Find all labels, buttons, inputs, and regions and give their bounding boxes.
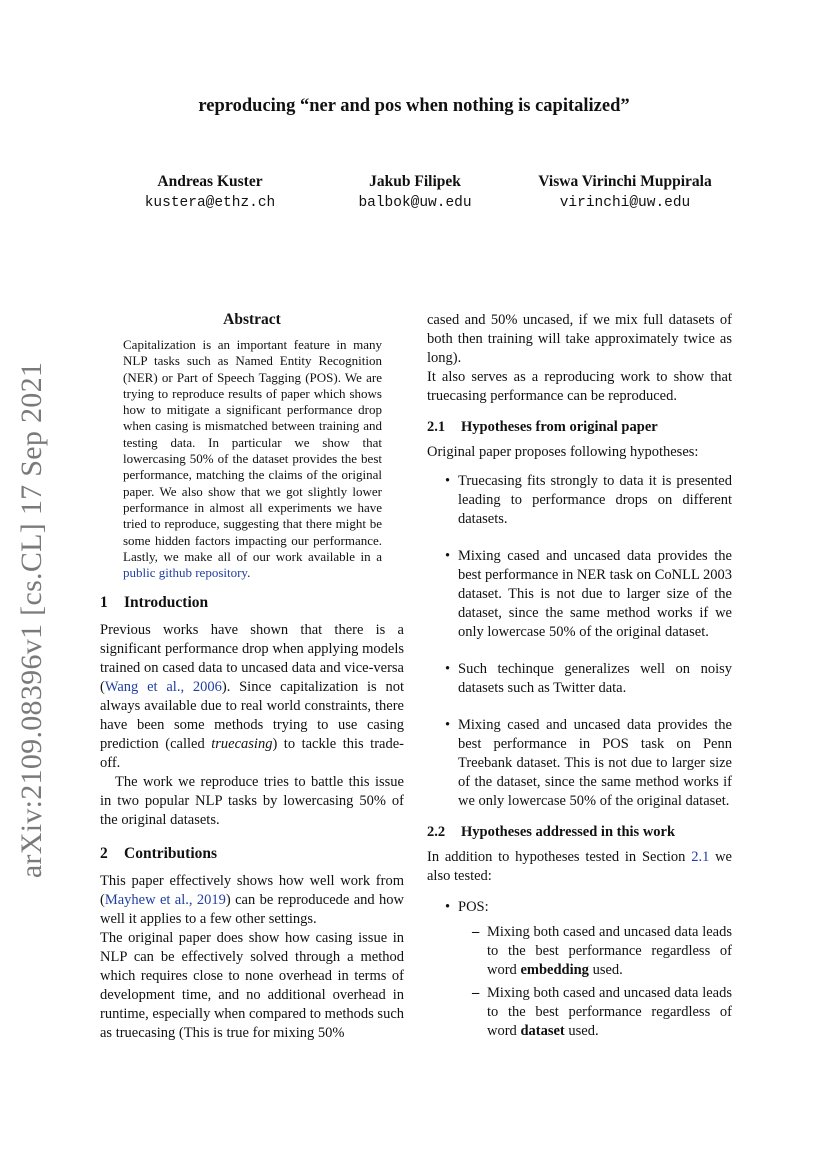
section-title: Introduction <box>124 594 209 612</box>
author-email: virinchi@uw.edu <box>559 195 691 211</box>
addressed-list <box>427 898 732 1041</box>
text-run: ) can be reproducede and how well it applies to a few other settings. <box>100 892 404 928</box>
author-block <box>330 172 500 213</box>
intro-paragraph: The work we reproduce tries to battle this issue in two popular NLP tasks by lowercasing 50% of the original datasets. <box>100 774 404 829</box>
sub-list <box>458 923 732 1041</box>
subsection-heading-original-hypotheses <box>427 418 732 437</box>
text-run: This paper effectively shows how well work from ( <box>100 873 404 909</box>
list-item: • Mixing cased and uncased data provides the best performance in NER task on CoNLL 2003 dataset. This is not due to larger size of the dataset, since the same method works if we only lowercase 50% of the original dataset. <box>427 547 732 642</box>
text-run: ). Since capitalization is not always available due to real world constraints, there have been some methods trying to use casing prediction (called <box>100 679 405 753</box>
text-run: used. <box>588 962 623 978</box>
github-repository-link[interactable]: public github repository <box>123 565 248 581</box>
author-email: kustera@ethz.ch <box>144 195 276 211</box>
text-run: In addition to hypotheses tested in Section <box>427 849 692 865</box>
list-item: • Such techinque generalizes well on noisy datasets such as Twitter data. <box>427 660 732 698</box>
sub-list-item <box>458 984 732 1041</box>
paper-title: reproducing “ner and pos when nothing is capitalized” <box>198 96 630 116</box>
subsection-number: 2.1 <box>427 419 446 435</box>
subsection-title: Hypotheses addressed in this work <box>461 824 676 840</box>
contrib-paragraph: It also serves as a reproducing work to show that truecasing performance can be reproduced. <box>427 369 732 404</box>
section-heading-introduction <box>100 593 404 612</box>
author-name: Viswa Virinchi Muppirala <box>538 173 712 190</box>
list-item: • Truecasing fits strongly to data it is presented leading to performance drops on different datasets. <box>427 472 732 529</box>
citation-link[interactable]: Wang et al., 2006 <box>104 679 222 696</box>
author-name: Jakub Filipek <box>369 173 461 190</box>
abstract-body: Capitalization is an important feature in many NLP tasks such as Named Entity Recognition (NER) or Part of Speech Tagging (POS). We are trying to reproduce results of paper which shows how to mitigate a significant performance drop when casing is mismatched between training and testing data. In particular we show that lowercasing 50% of the dataset provides the best performance, matching the claims of the original paper. We also show that we got slightly lower performance in almost all experiments we have tried to reproduce, suggesting that there might be some hidden factors impacting our performance. Lastly, we make all of our work available in a <box>123 337 382 564</box>
text-run: Previous works have shown that there is a significant performance drop when applying models trained on cased data to uncased data and vice-versa ( <box>100 622 404 696</box>
text-run: we also tested: <box>427 849 732 884</box>
contrib-paragraph-continued: cased and 50% uncased, if we mix full datasets of both then training will take approximately twice as long). <box>427 312 732 366</box>
bold-term: dataset <box>520 1023 565 1039</box>
contrib-paragraph <box>100 872 404 929</box>
section-reference-link[interactable]: 2.1 <box>691 849 710 865</box>
author-block <box>120 172 300 213</box>
author-name: Andreas Kuster <box>157 173 263 190</box>
subsection-number: 2.2 <box>427 824 446 840</box>
abstract-end: . <box>247 565 251 581</box>
subsection-title: Hypotheses from original paper <box>461 419 658 435</box>
bold-term: embedding <box>520 962 589 978</box>
list-item-label: POS: <box>458 899 489 915</box>
text-run: ) to tackle this trade-off. <box>100 736 404 772</box>
hypotheses-intro: Original paper proposes following hypotheses: <box>427 444 699 460</box>
author-email: balbok@uw.edu <box>358 195 472 211</box>
author-block <box>520 172 730 213</box>
right-column <box>427 311 732 1059</box>
section-title: Contributions <box>124 845 218 863</box>
contrib-paragraph: The original paper does show how casing issue in NLP can be effectively solved through a method which requires close to none overhead in terms of development time, and no additional overhead in runtime, especially when compared to methods such as truecasing (This is true for mixing 50% <box>100 930 405 1042</box>
section-heading-contributions <box>100 844 404 863</box>
intro-paragraph <box>100 621 404 773</box>
addressed-intro <box>427 848 732 886</box>
text-run: Mixing both cased and uncased data leads to the best performance regardless of word <box>487 924 732 978</box>
arxiv-identifier: arXiv:2109.08396v1 [cs.CL] 17 Sep 2021 <box>15 361 48 879</box>
text-run: Mixing both cased and uncased data leads to the best performance regardless of word <box>487 985 732 1039</box>
section-number: 2 <box>100 845 108 863</box>
subsection-heading-addressed-hypotheses <box>427 823 732 842</box>
emphasis-truecasing: truecasing <box>211 736 273 753</box>
abstract-heading: Abstract <box>223 311 281 328</box>
abstract-text <box>123 337 382 581</box>
list-item: • Mixing cased and uncased data provides the best performance in POS task on Penn Treebank dataset. This is not due to larger size of the dataset, since the same method works if we only lowercase 50% of the original dataset. <box>427 716 732 811</box>
citation-link[interactable]: Mayhew et al., 2019 <box>104 892 226 909</box>
hypotheses-list <box>427 472 732 811</box>
left-column <box>100 306 404 1043</box>
list-item <box>427 898 732 1041</box>
section-number: 1 <box>100 594 108 612</box>
sub-list-item <box>458 923 732 980</box>
arxiv-sidebar <box>12 361 52 879</box>
text-run: used. <box>564 1023 599 1039</box>
